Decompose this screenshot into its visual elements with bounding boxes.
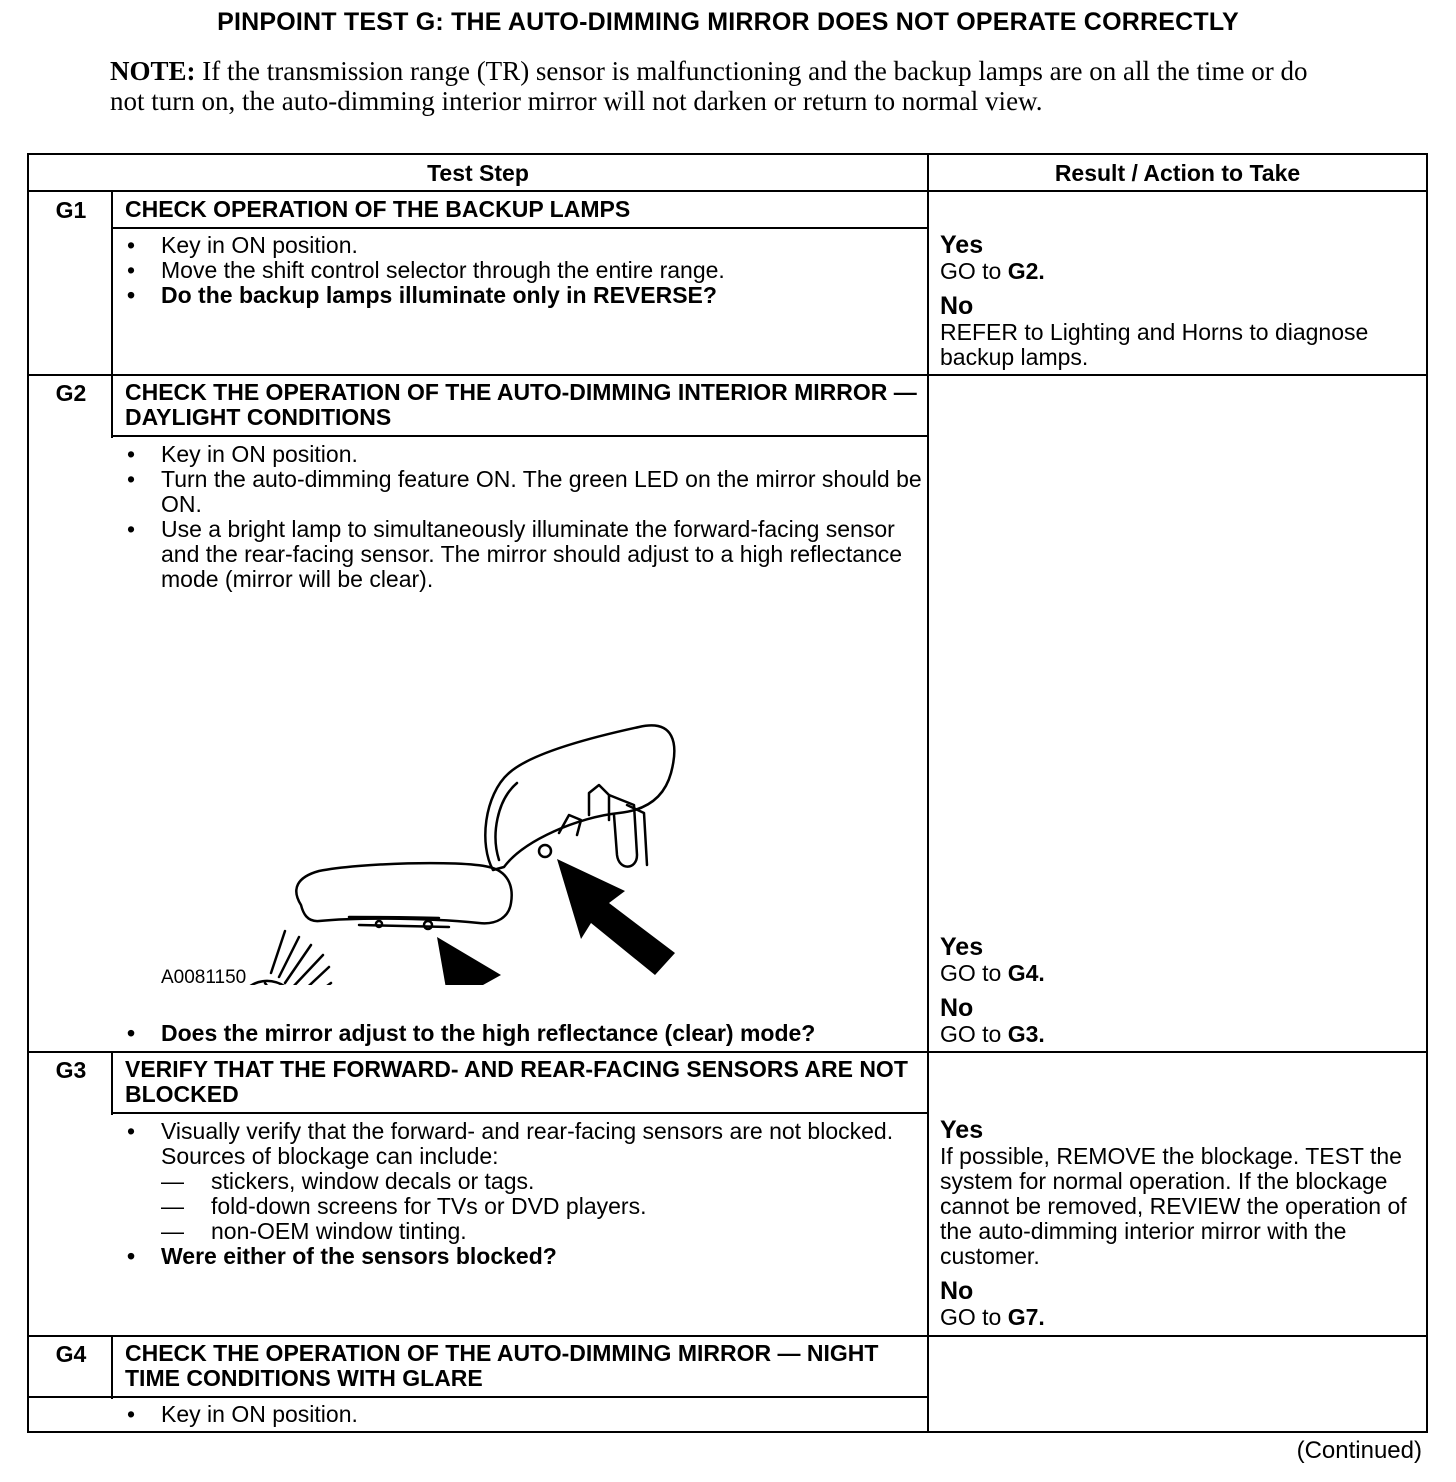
divider-g3-title [111, 1112, 927, 1114]
step-question: • Does the mirror adjust to the high reflectance (clear) mode? [125, 1021, 925, 1046]
sublist [161, 1169, 925, 1244]
list-item [125, 1119, 925, 1244]
step-number: G2 [55, 380, 87, 406]
result-yes-label: Yes [940, 1116, 984, 1144]
result-yes-label: Yes [940, 933, 984, 961]
result-no-label: No [940, 1277, 974, 1305]
figure-id: A0081150 [161, 967, 247, 988]
result-no-label: No [940, 994, 974, 1022]
sublist-item: — fold-down screens for TVs or DVD players. [161, 1194, 925, 1219]
step-number: G4 [55, 1341, 87, 1367]
action-target: G4. [1007, 960, 1045, 986]
action-text: GO to [940, 960, 1002, 986]
result-yes-action: If possible, REMOVE the blockage. TEST the system for normal operation. If the blockage cannot be removed, REVIEW the operation of the auto-dimming interior mirror with the customer. [940, 1143, 1407, 1269]
list-item: • Key in ON position. [125, 442, 925, 467]
list-item-text: Visually verify that the forward- and rear-facing sensors are not blocked. Sources of blockage can include: [161, 1118, 894, 1169]
result-no-action [940, 1305, 1426, 1330]
step-instructions [125, 1119, 925, 1269]
pinpoint-test-table [27, 153, 1428, 1433]
step-result [940, 933, 1426, 1055]
step-title: CHECK OPERATION OF THE BACKUP LAMPS [125, 196, 631, 222]
sublist-item: — non-OEM window tinting. [161, 1219, 925, 1244]
result-no-label: No [940, 292, 974, 320]
step-title: CHECK THE OPERATION OF THE AUTO-DIMMING INTERIOR MIRROR — DAYLIGHT CONDITIONS [125, 379, 917, 430]
action-text: GO to [940, 258, 1002, 284]
note-label: NOTE: [110, 56, 196, 86]
step-instructions [125, 1021, 925, 1046]
divider-header [29, 190, 1426, 192]
step-instructions [125, 442, 925, 592]
result-no-action: REFER to Lighting and Horns to diagnose backup lamps. [940, 319, 1369, 370]
note-text: If the transmission range (TR) sensor is malfunctioning and the backup lamps are on all the time or do not turn on, the auto-dimming interior mirror will not darken or return to normal view. [110, 56, 1308, 116]
note-paragraph [110, 56, 1310, 116]
result-no-action [940, 1022, 1426, 1047]
step-result [940, 231, 1426, 378]
sublist-item: — stickers, window decals or tags. [161, 1169, 925, 1194]
step-question: • Were either of the sensors blocked? [125, 1244, 925, 1269]
step-number: G1 [55, 197, 87, 223]
action-target: G2. [1007, 258, 1045, 284]
step-title: VERIFY THAT THE FORWARD- AND REAR-FACING SENSORS ARE NOT BLOCKED [125, 1056, 908, 1107]
page-title: PINPOINT TEST G: THE AUTO-DIMMING MIRROR DOES NOT OPERATE CORRECTLY [217, 8, 1239, 36]
step-instructions [125, 233, 925, 308]
list-item: • Use a bright lamp to simultaneously illuminate the forward-facing sensor and the rear-facing sensor. The mirror should adjust to a high reflectance mode (mirror will be clear). [125, 517, 925, 592]
result-yes-label: Yes [940, 231, 984, 259]
action-text: GO to [940, 1304, 1002, 1330]
step-instructions [125, 1402, 925, 1427]
result-yes-action [940, 259, 1426, 284]
divider-g1-title [111, 227, 927, 229]
list-item: • Move the shift control selector through the entire range. [125, 258, 925, 283]
step-question: • Do the backup lamps illuminate only in REVERSE? [125, 283, 925, 308]
column-header-result: Result / Action to Take [1054, 160, 1301, 186]
column-header-test-step: Test Step [427, 160, 529, 186]
list-item: • Key in ON position. [125, 1402, 925, 1427]
divider-col-result [927, 155, 929, 1431]
step-title: CHECK THE OPERATION OF THE AUTO-DIMMING MIRROR — NIGHT TIME CONDITIONS WITH GLARE [125, 1340, 879, 1391]
list-item: • Turn the auto-dimming feature ON. The green LED on the mirror should be ON. [125, 467, 925, 517]
divider-g4-title [29, 1396, 927, 1398]
step-result [940, 1116, 1426, 1338]
list-item: • Key in ON position. [125, 233, 925, 258]
action-target: G7. [1007, 1304, 1045, 1330]
divider-g2-title [111, 435, 927, 437]
action-target: G3. [1007, 1021, 1045, 1047]
continued-label: (Continued) [1296, 1437, 1422, 1464]
mirror-sensor-illustration [179, 645, 739, 985]
result-yes-action [940, 961, 1426, 986]
step-number: G3 [55, 1057, 87, 1083]
action-text: GO to [940, 1021, 1002, 1047]
